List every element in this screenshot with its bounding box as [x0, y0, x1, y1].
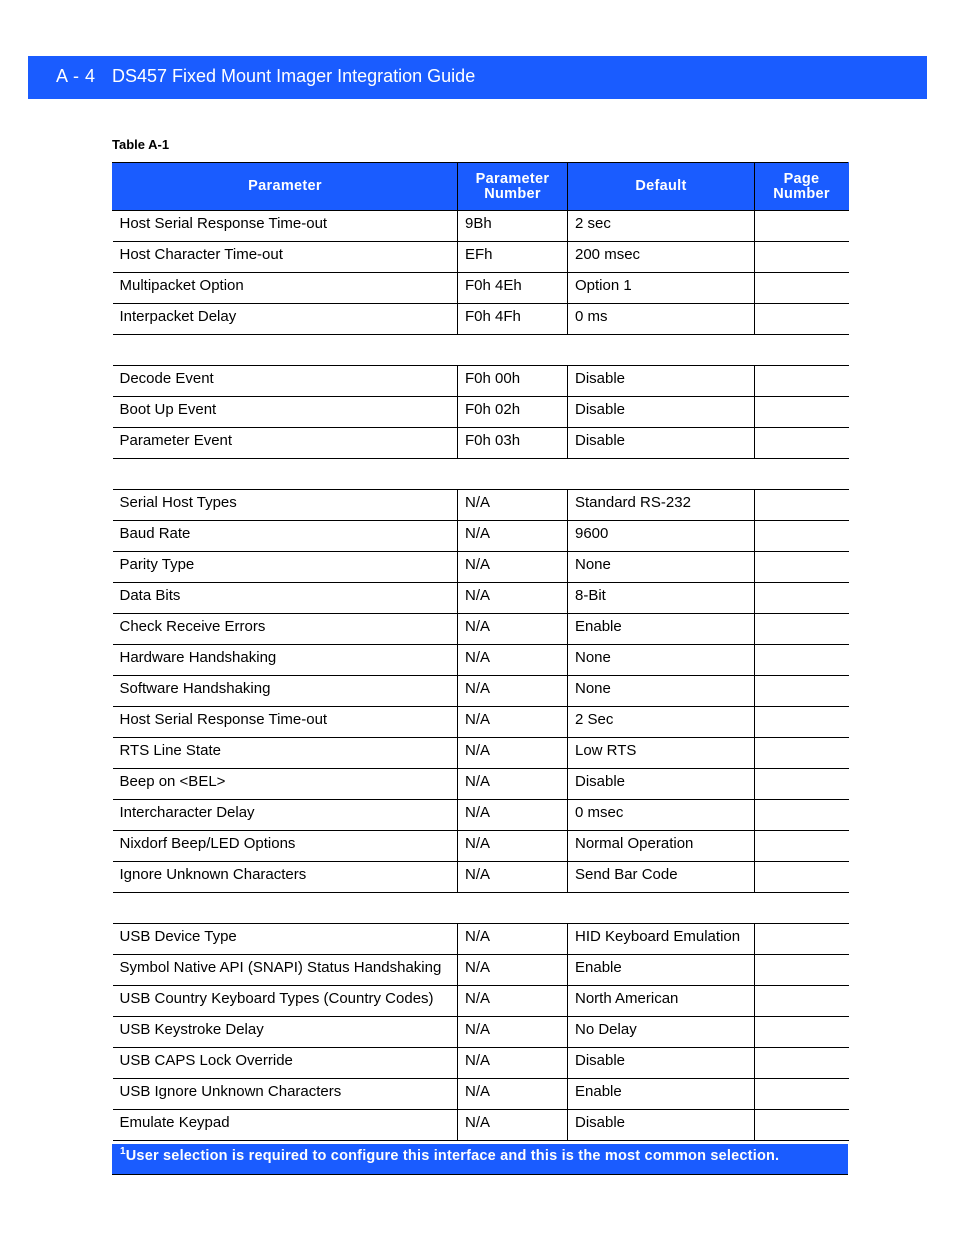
parameter-number-cell: N/A — [458, 676, 568, 707]
parameter-cell: USB Keystroke Delay — [113, 1017, 458, 1048]
default-cell: Disable — [568, 769, 755, 800]
parameter-cell: Host Character Time-out — [113, 242, 458, 273]
page-number-cell — [755, 924, 849, 955]
table-row — [113, 521, 849, 552]
default-cell: Disable — [568, 428, 755, 459]
default-cell: No Delay — [568, 1017, 755, 1048]
parameter-number-cell: N/A — [458, 707, 568, 738]
parameter-cell: Software Handshaking — [113, 676, 458, 707]
page-number-cell — [755, 397, 849, 428]
parameter-number-cell: F0h 02h — [458, 397, 568, 428]
page-number-cell — [755, 986, 849, 1017]
default-cell: 2 sec — [568, 211, 755, 242]
page-number-cell — [755, 490, 849, 521]
parameter-cell: Interpacket Delay — [113, 304, 458, 335]
page-number-cell — [755, 614, 849, 645]
page-number-cell — [755, 831, 849, 862]
page-number-cell — [755, 862, 849, 893]
page-number-cell — [755, 211, 849, 242]
table-row — [113, 800, 849, 831]
column-header-parameter-label: Parameter — [248, 178, 322, 194]
parameter-number-cell: N/A — [458, 986, 568, 1017]
page-number-cell — [755, 1017, 849, 1048]
default-cell: 200 msec — [568, 242, 755, 273]
page-number-cell — [755, 242, 849, 273]
parameter-number-cell: F0h 00h — [458, 366, 568, 397]
parameter-cell: Multipacket Option — [113, 273, 458, 304]
table-row — [113, 583, 849, 614]
default-cell: Standard RS-232 — [568, 490, 755, 521]
parameter-number-cell: N/A — [458, 614, 568, 645]
footnote-text: User selection is required to configure this interface and this is the most common selection. — [125, 1148, 780, 1164]
parameter-cell: Parity Type — [113, 552, 458, 583]
parameter-number-cell: N/A — [458, 490, 568, 521]
parameter-cell: Hardware Handshaking — [113, 645, 458, 676]
parameter-number-cell: N/A — [458, 955, 568, 986]
table-caption: Table A-1 — [112, 137, 170, 152]
default-cell: Disable — [568, 366, 755, 397]
column-header-page-number-line2: Number — [773, 185, 830, 202]
table-row — [113, 955, 849, 986]
table-header — [113, 163, 849, 211]
parameter-cell: Host Serial Response Time-out — [113, 211, 458, 242]
page-number-cell — [755, 273, 849, 304]
table-footnote — [112, 1144, 848, 1175]
table-row — [113, 490, 849, 521]
table-row — [113, 428, 849, 459]
default-cell: Normal Operation — [568, 831, 755, 862]
parameter-cell: Host Serial Response Time-out — [113, 707, 458, 738]
table-row — [113, 614, 849, 645]
table-row — [113, 986, 849, 1017]
page-number-cell — [755, 1048, 849, 1079]
default-cell: HID Keyboard Emulation — [568, 924, 755, 955]
parameter-number-cell: N/A — [458, 831, 568, 862]
page-number-cell — [755, 738, 849, 769]
page-number-cell — [755, 521, 849, 552]
table-row — [113, 273, 849, 304]
parameter-number-cell: F0h 03h — [458, 428, 568, 459]
page-number-cell — [755, 800, 849, 831]
parameter-cell: Serial Host Types — [113, 490, 458, 521]
default-cell: 9600 — [568, 521, 755, 552]
table-row — [113, 924, 849, 955]
parameter-number-cell: N/A — [458, 1017, 568, 1048]
default-cell: 8-Bit — [568, 583, 755, 614]
parameter-number-cell: N/A — [458, 862, 568, 893]
page-number-cell — [755, 769, 849, 800]
parameter-number-cell: N/A — [458, 1079, 568, 1110]
page-number-cell — [755, 1110, 849, 1141]
parameter-cell: Intercharacter Delay — [113, 800, 458, 831]
default-cell: 0 ms — [568, 304, 755, 335]
column-header-default-label: Default — [635, 178, 687, 194]
default-cell: Disable — [568, 1048, 755, 1079]
parameter-cell: Ignore Unknown Characters — [113, 862, 458, 893]
parameter-cell: USB CAPS Lock Override — [113, 1048, 458, 1079]
default-cell: Option 1 — [568, 273, 755, 304]
default-cell: 0 msec — [568, 800, 755, 831]
guide-title: DS457 Fixed Mount Imager Integration Guide — [112, 66, 476, 86]
table-row — [113, 676, 849, 707]
table-row — [113, 1048, 849, 1079]
table-row — [113, 707, 849, 738]
page-number: A - 4 — [56, 66, 96, 86]
parameter-cell: Emulate Keypad — [113, 1110, 458, 1141]
page-number-cell — [755, 955, 849, 986]
table-row — [113, 304, 849, 335]
table-row — [113, 397, 849, 428]
page-number-cell — [755, 583, 849, 614]
default-cell: North American — [568, 986, 755, 1017]
column-header-parameter — [113, 163, 458, 211]
page-number-cell — [755, 552, 849, 583]
default-cell: Low RTS — [568, 738, 755, 769]
parameter-number-cell: N/A — [458, 1110, 568, 1141]
parameter-number-cell: F0h 4Fh — [458, 304, 568, 335]
parameter-number-cell: N/A — [458, 800, 568, 831]
group-separator-cell — [113, 893, 849, 924]
page-number-cell — [755, 428, 849, 459]
table-row — [113, 1079, 849, 1110]
parameter-number-cell: N/A — [458, 552, 568, 583]
table-row — [113, 831, 849, 862]
parameter-number-cell: N/A — [458, 521, 568, 552]
parameter-number-cell: N/A — [458, 583, 568, 614]
page-number-cell — [755, 707, 849, 738]
parameter-cell: Check Receive Errors — [113, 614, 458, 645]
default-cell: Enable — [568, 955, 755, 986]
default-cell: Disable — [568, 397, 755, 428]
page-number-cell — [755, 676, 849, 707]
parameter-number-cell: N/A — [458, 769, 568, 800]
group-separator-cell — [113, 459, 849, 490]
column-header-parameter-number — [458, 163, 568, 211]
parameter-number-cell: N/A — [458, 645, 568, 676]
parameter-cell: Nixdorf Beep/LED Options — [113, 831, 458, 862]
default-cell: Send Bar Code — [568, 862, 755, 893]
default-cell: Enable — [568, 1079, 755, 1110]
table-row — [113, 552, 849, 583]
table-body — [113, 211, 849, 1141]
default-cell: Enable — [568, 614, 755, 645]
default-cell: None — [568, 676, 755, 707]
page-number-cell — [755, 1079, 849, 1110]
table-row — [113, 242, 849, 273]
table-row — [113, 645, 849, 676]
parameter-cell: Beep on <BEL> — [113, 769, 458, 800]
default-cell: None — [568, 552, 755, 583]
parameter-number-cell: 9Bh — [458, 211, 568, 242]
group-separator-cell — [113, 335, 849, 366]
page-header — [28, 56, 927, 99]
footnote-marker: 1 — [120, 1146, 126, 1157]
default-cell: 2 Sec — [568, 707, 755, 738]
table-row — [113, 366, 849, 397]
page-number-cell — [755, 645, 849, 676]
column-header-default — [568, 163, 755, 211]
page-number-cell — [755, 304, 849, 335]
group-separator — [113, 335, 849, 366]
parameter-cell: USB Country Keyboard Types (Country Codes) — [113, 986, 458, 1017]
default-cell: Disable — [568, 1110, 755, 1141]
group-separator — [113, 459, 849, 490]
parameter-cell: RTS Line State — [113, 738, 458, 769]
parameter-cell: USB Ignore Unknown Characters — [113, 1079, 458, 1110]
parameter-cell: Boot Up Event — [113, 397, 458, 428]
group-separator — [113, 893, 849, 924]
table-row — [113, 862, 849, 893]
parameter-number-cell: F0h 4Eh — [458, 273, 568, 304]
parameter-number-cell: EFh — [458, 242, 568, 273]
table-row — [113, 738, 849, 769]
parameter-number-cell: N/A — [458, 738, 568, 769]
parameter-cell: USB Device Type — [113, 924, 458, 955]
parameter-cell: Symbol Native API (SNAPI) Status Handshaking — [113, 955, 458, 986]
column-header-page-number-line1: Page — [783, 170, 820, 187]
column-header-page-number — [755, 163, 849, 211]
table-row — [113, 769, 849, 800]
table-row — [113, 211, 849, 242]
parameter-cell: Parameter Event — [113, 428, 458, 459]
parameter-number-cell: N/A — [458, 1048, 568, 1079]
parameter-cell: Baud Rate — [113, 521, 458, 552]
page-number-cell — [755, 366, 849, 397]
parameter-number-cell: N/A — [458, 924, 568, 955]
table-row — [113, 1017, 849, 1048]
parameter-table — [112, 162, 849, 1141]
column-header-parameter-number-line2: Number — [484, 185, 541, 202]
parameter-cell: Data Bits — [113, 583, 458, 614]
parameter-cell: Decode Event — [113, 366, 458, 397]
column-header-parameter-number-line1: Parameter — [475, 170, 550, 187]
table-row — [113, 1110, 849, 1141]
default-cell: None — [568, 645, 755, 676]
